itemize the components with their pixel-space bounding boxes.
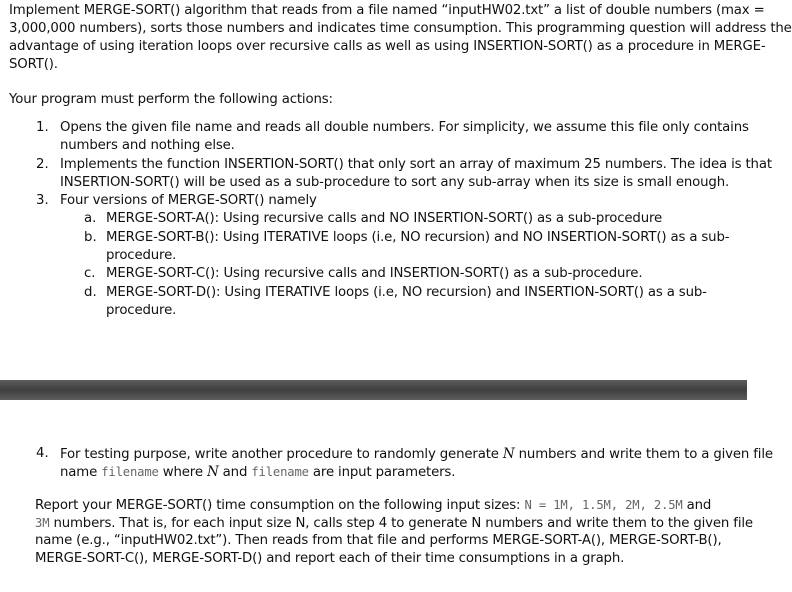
subitem-b-line-2: procedure. xyxy=(106,248,177,263)
subitem-c-letter: c. xyxy=(84,266,96,281)
report-line-1: Report your MERGE-SORT() time consumption on the following input sizes: N = 1M, 1.5M, 2M, 2.5M and xyxy=(35,498,712,513)
subitem-a-letter: a. xyxy=(84,211,97,226)
intro-line-1: Implement MERGE-SORT() algorithm that reads from a file named “inputHW02.txt” a list of double numbers (max = xyxy=(9,3,765,18)
report-line-3: name (e.g., “inputHW02.txt”). Then reads from that file and performs MERGE-SORT-A(), MERGE-SORT-B(), xyxy=(35,533,722,548)
param-filename: filename xyxy=(101,465,159,479)
intro-line-2: 3,000,000 numbers), sorts those numbers and indicates time consumption. This programming question will address the xyxy=(9,21,792,36)
subitem-d-line-2: procedure. xyxy=(106,303,177,318)
input-sizes-code: N = 1M, 1.5M, 2M, 2.5M xyxy=(524,498,683,512)
lead-text: Your program must perform the following actions: xyxy=(9,92,333,107)
subitem-d-letter: d. xyxy=(84,285,97,300)
item-4-line-2: name filename where N and filename are input parameters. xyxy=(60,464,456,480)
item-1-number: 1. xyxy=(36,120,49,135)
item-4-line-1: For testing purpose, write another procedure to randomly generate N numbers and write them to a given file xyxy=(60,446,773,462)
size-3m-code: 3M xyxy=(35,516,50,530)
var-n: N xyxy=(502,446,515,462)
item-3-line-1: Four versions of MERGE-SORT() namely xyxy=(60,193,317,208)
page-separator xyxy=(0,380,747,400)
intro-line-3: advantage of using iteration loops over recursive calls as well as using INSERTION-SORT() as a procedure in MERGE- xyxy=(9,39,766,54)
intro-line-4: SORT(). xyxy=(9,57,58,72)
item-3-number: 3. xyxy=(36,193,49,208)
subitem-c-line-1: MERGE-SORT-C(): Using recursive calls and INSERTION-SORT() as a sub-procedure. xyxy=(106,266,643,281)
item-4-number: 4. xyxy=(36,446,49,461)
document-page-2 xyxy=(0,400,773,592)
item-2-line-1: Implements the function INSERTION-SORT() that only sort an array of maximum 25 numbers. The idea is that xyxy=(60,157,772,172)
report-line-4: MERGE-SORT-C(), MERGE-SORT-D() and report each of their time consumptions in a graph. xyxy=(35,551,625,566)
subitem-b-line-1: MERGE-SORT-B(): Using ITERATIVE loops (i.e, NO recursion) and NO INSERTION-SORT() as a sub- xyxy=(106,230,730,245)
item-2-line-2: INSERTION-SORT() will be used as a sub-procedure to sort any sub-array when its size is small enough. xyxy=(60,175,730,190)
subitem-a-line-1: MERGE-SORT-A(): Using recursive calls and NO INSERTION-SORT() as a sub-procedure xyxy=(106,211,663,226)
item-1-line-1: Opens the given file name and reads all double numbers. For simplicity, we assume this file only contains xyxy=(60,120,749,135)
subitem-b-letter: b. xyxy=(84,230,97,245)
item-1-line-2: numbers and nothing else. xyxy=(60,138,235,153)
report-line-2: 3M numbers. That is, for each input size N, calls step 4 to generate N numbers and write them to the given file xyxy=(35,516,753,531)
subitem-d-line-1: MERGE-SORT-D(): Using ITERATIVE loops (i.e, NO recursion) and INSERTION-SORT() as a sub- xyxy=(106,285,707,300)
param-filename: filename xyxy=(251,465,309,479)
var-n: N xyxy=(206,464,219,480)
item-2-number: 2. xyxy=(36,157,49,172)
